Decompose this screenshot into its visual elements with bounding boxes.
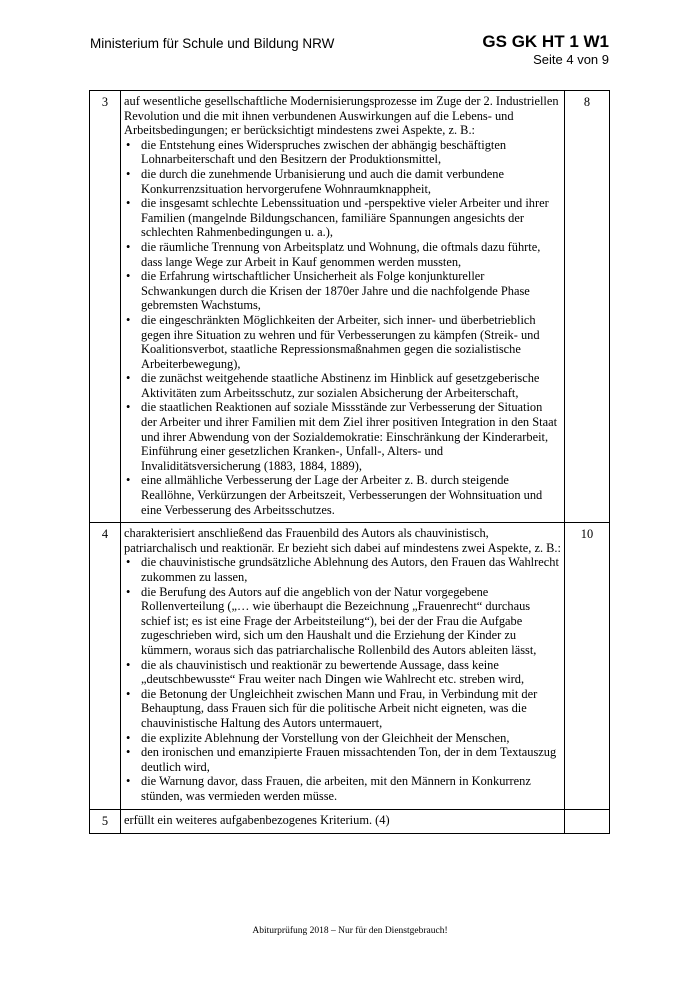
criterion-aspect: [124, 138, 561, 167]
criterion-row: [90, 523, 610, 809]
aspect-text: die eingeschränkten Möglichkeiten der Arbeiter, sich inner- und überbetrieblich gegen ihre Situation zu wehren und für Verbesserungen zu kämpfen (Streik- und Koalitionsverbot, staatliche Repressionsmaßnahmen gegen die sozialistische Arbeiterbewegung),: [141, 312, 540, 371]
bullet-icon: •: [126, 730, 131, 745]
bullet-icon: •: [126, 166, 131, 181]
criterion-row: [90, 91, 610, 523]
aspect-text: die Erfahrung wirtschaftlicher Unsicherheit als Folge konjunktureller Schwankungen durch die Krisen der 1870er Jahre und die nachfolgende Phase gebremsten Wachstums,: [141, 269, 530, 313]
page-number: Seite 4 von 9: [533, 52, 609, 67]
aspect-text: die chauvinistische grundsätzliche Ablehnung des Autors, den Frauen das Wahlrecht zukommen zu lassen,: [141, 555, 559, 584]
bullet-icon: •: [126, 269, 131, 284]
criterion-aspects-list: [124, 555, 561, 803]
criteria-table-body: [90, 91, 610, 834]
bullet-icon: •: [126, 196, 131, 211]
bullet-icon: •: [126, 657, 131, 672]
criterion-intro: charakterisiert anschließend das Frauenbild des Autors als chauvinistisch, patriarchalisch und reaktionär. Er bezieht sich dabei auf mindestens zwei Aspekte, z. B.:: [124, 526, 561, 555]
aspect-text: die explizite Ablehnung der Vorstellung von der Gleichheit der Menschen,: [141, 730, 510, 745]
bullet-icon: •: [126, 555, 131, 570]
criterion-text: [121, 809, 565, 834]
aspect-text: die räumliche Trennung von Arbeitsplatz und Wohnung, die oftmals dazu führte, dass lange Wege zur Arbeit in Kauf genommen werden mussten,: [141, 239, 541, 269]
criterion-aspect: [124, 400, 561, 473]
exam-code: GS GK HT 1 W1: [482, 32, 609, 51]
criterion-number: 3: [90, 91, 121, 523]
criterion-aspect: [124, 687, 561, 731]
aspect-text: die Warnung davor, dass Frauen, die arbeiten, mit den Männern in Konkurrenz stünden, was vermieden werden müsse.: [141, 774, 531, 803]
criterion-aspect: [124, 658, 561, 687]
aspect-text: die staatlichen Reaktionen auf soziale Missstände zur Verbesserung der Situation der Arbeiter und ihrer Familien mit dem Ziel ihrer positiven Integration in den Staat und ihrer Abwendung von der Sozialdemokratie: Einschränkung der Kinderarbeit, Einführung einer gesetzlichen Kranken-, Unfall-, Alters- und Invaliditätsversicherung (1883, 1884, 1889),: [141, 400, 558, 473]
criterion-aspect: [124, 745, 561, 774]
ministry-name: Ministerium für Schule und Bildung NRW: [90, 36, 335, 51]
aspect-text: die als chauvinistisch und reaktionär zu bewertende Aussage, dass keine „deutschbewusste“ Frau weiter nach Dingen wie Wahlrecht etc. streben wird,: [141, 657, 525, 687]
criterion-number: 5: [90, 809, 121, 834]
criterion-aspect: [124, 774, 561, 803]
aspect-text: die Betonung der Ungleichheit zwischen Mann und Frau, in Verbindung mit der Behauptung, dass Frauen sich für die politische Arbeit nicht eigneten, was die chauvinistische Haltung des Autors untermauert,: [141, 686, 538, 730]
criterion-aspect: [124, 371, 561, 400]
aspect-text: den ironischen und emanzipierte Frauen missachtenden Ton, der in dem Textauszug deutlich wird,: [141, 745, 557, 774]
criterion-aspects-list: [124, 138, 561, 517]
criterion-aspect: [124, 240, 561, 269]
criterion-aspect: [124, 313, 561, 371]
criteria-table: [89, 90, 610, 834]
criterion-aspect: [124, 167, 561, 196]
criterion-points: [565, 809, 610, 834]
criterion-row: [90, 809, 610, 834]
footer-note: Abiturprüfung 2018 – Nur für den Dienstgebrauch!: [252, 926, 448, 936]
aspect-text: eine allmähliche Verbesserung der Lage der Arbeiter z. B. durch steigende Reallöhne, Verkürzungen der Arbeitszeit, Verbesserungen der Wohnsituation und eine Verbesserung des Arbeitsschutzes.: [141, 473, 543, 517]
document-header: [482, 32, 609, 68]
bullet-icon: •: [126, 371, 131, 386]
aspect-text: die Entstehung eines Widerspruches zwischen der abhängig beschäftigten Lohnarbeiterschaft und den Besitzern der Produktionsmittel,: [141, 137, 507, 167]
criterion-number: 4: [90, 523, 121, 809]
aspect-text: die insgesamt schlechte Lebenssituation und -perspektive vieler Arbeiter und ihrer Familien (mangelnde Bildungschancen, familiäre Spannungen angesichts der schlechten Rahmenbedingungen u. a.),: [141, 196, 549, 240]
aspect-text: die Berufung des Autors auf die angeblich von der Natur vorgegebene Rollenverteilung („… wie überhaupt die Bezeichnung „Frauenrecht“ durchaus schief ist; es ist eine Frage der Arbeitsteilung“), bei der der Frau die Aufgabe zugeschrieben wird, sich um den Haushalt und die Erziehung der Kinder zu kümmern, woraus sich das patriarchalische Rollenbild des Autors ableiten lässt,: [141, 584, 537, 657]
criterion-aspect: [124, 473, 561, 517]
criterion-text: [121, 523, 565, 809]
bullet-icon: •: [126, 239, 131, 254]
bullet-icon: •: [126, 686, 131, 701]
criterion-aspect: [124, 731, 561, 746]
bullet-icon: •: [126, 400, 131, 415]
criterion-points: 10: [565, 523, 610, 809]
bullet-icon: •: [126, 312, 131, 327]
aspect-text: die durch die zunehmende Urbanisierung und auch die damit verbundene Konkurrenzsituation hervorgerufene Wohnraumknappheit,: [141, 166, 504, 196]
bullet-icon: •: [126, 774, 131, 789]
criterion-aspect: [124, 585, 561, 658]
aspect-text: die zunächst weitgehende staatliche Abstinenz im Hinblick auf gesetzgeberische Aktivitäten zum Arbeitsschutz, zur sozialen Absicherung der Arbeiterschaft,: [141, 371, 540, 400]
criterion-points: 8: [565, 91, 610, 523]
bullet-icon: •: [126, 745, 131, 760]
criterion-intro: auf wesentliche gesellschaftliche Modernisierungsprozesse im Zuge der 2. Industriellen Revolution und die mit ihnen verbundenen Auswirkungen auf die Lebens- und Arbeitsbedingungen; er berücksichtigt mindestens zwei Aspekte, z. B.:: [124, 94, 559, 138]
bullet-icon: •: [126, 584, 131, 599]
criterion-aspect: [124, 555, 561, 584]
bullet-icon: •: [126, 473, 131, 488]
criterion-aspect: [124, 269, 561, 313]
criterion-text: [121, 91, 565, 523]
criterion-aspect: [124, 196, 561, 240]
bullet-icon: •: [126, 137, 131, 152]
criterion-intro: erfüllt ein weiteres aufgabenbezogenes Kriterium. (4): [124, 812, 390, 827]
